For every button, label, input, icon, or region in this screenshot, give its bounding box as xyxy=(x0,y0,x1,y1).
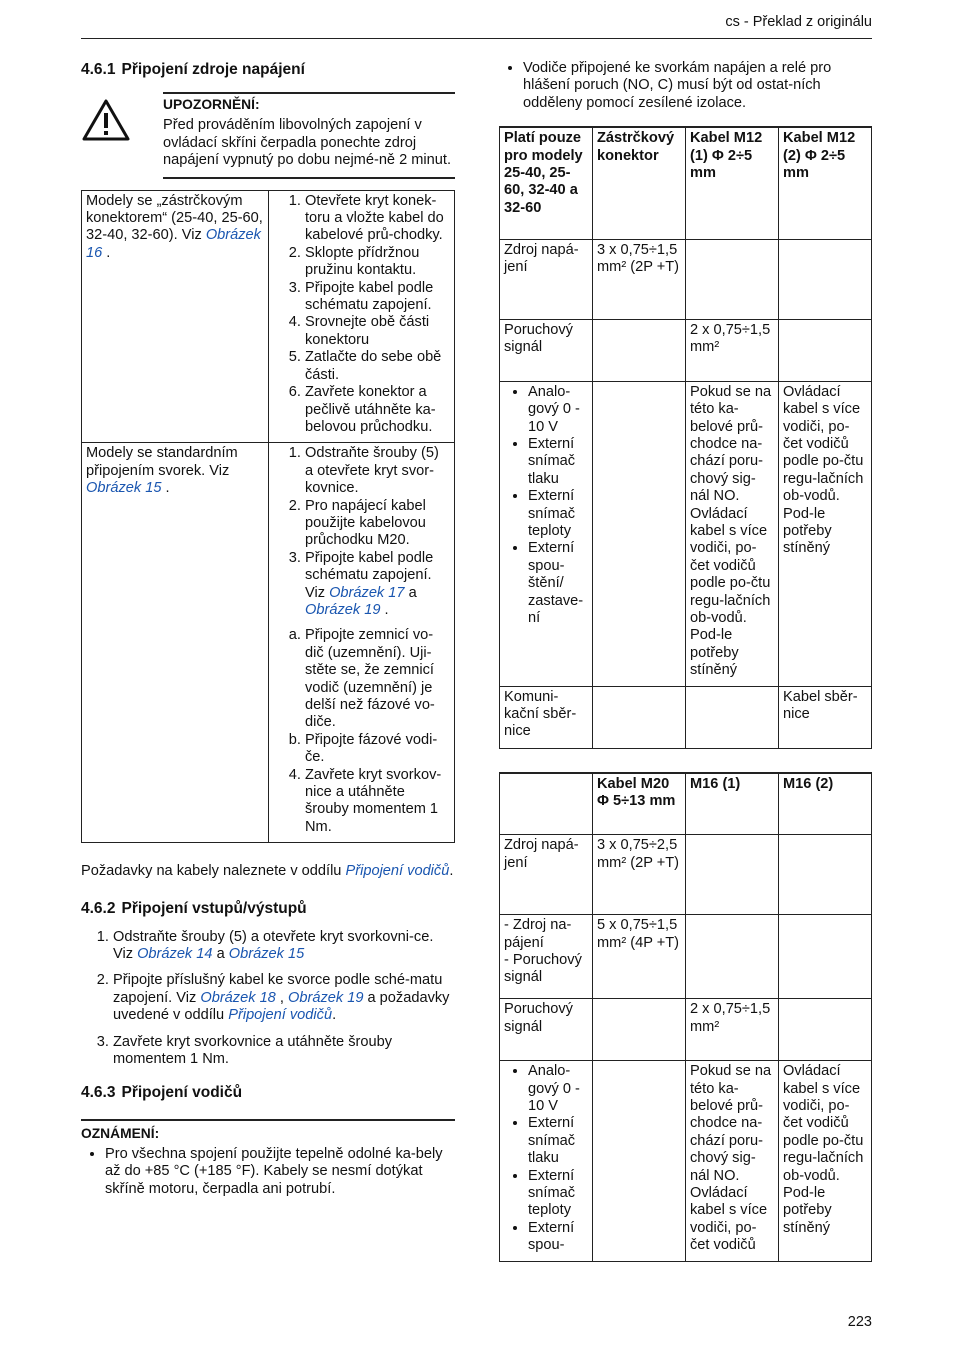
table-cell xyxy=(686,835,779,915)
table-cell: 5 x 0,75÷1,5 mm² (4P +T) xyxy=(593,915,686,999)
list-item: • Externí snímač tlaku xyxy=(528,1115,588,1167)
signal-list xyxy=(504,1063,588,1254)
table-row xyxy=(500,999,872,1061)
list-item: 1. Otevřete kryt konek-toru a vložte kabel do kabelové prů-chodky. xyxy=(305,193,450,245)
table-header-cell: Platí pouze pro modely 25-40, 25-60, 32-40 a 32-60 xyxy=(500,127,593,239)
table-row xyxy=(500,915,872,999)
table-header-cell: M16 (2) xyxy=(779,773,872,835)
table-header-row xyxy=(500,127,872,239)
list-item: 6. Zavřete konektor a pečlivě utáhněte ka-belovou průchodku. xyxy=(305,384,450,436)
warning-text: Před prováděním libovolných zapojení v ovládací skříni čerpadla ponechte zdroj napájení vypnutý po dobu nejmé-ně 2 minut. xyxy=(163,117,452,169)
table-cell: Pokud se na této ka-belové prů-chodce na-chází poru-chový sig-nál NO. Ovládací kabel s více vodiči, po-čet vodičů podle po-čtu regu-lačních ob-vodů. Pod-le potřeby stíněný xyxy=(686,381,779,686)
table-cell xyxy=(593,319,686,381)
table-cell: 3 x 0,75÷1,5 mm² (2P +T) xyxy=(593,239,686,319)
list-item: 2. Připojte příslušný kabel ke svorce podle sché-matu zapojení. Viz Obrázek 18 , Obrázek 19 a požadavky uvedené v oddílu Připojení vodičů. xyxy=(113,972,455,1024)
figure-link[interactable]: Obrázek 18 xyxy=(200,989,276,1006)
list-item: • Externí spou- xyxy=(528,1220,588,1255)
table-cell xyxy=(500,381,593,686)
table-row xyxy=(82,443,455,843)
right-column xyxy=(499,60,872,1262)
intro-list xyxy=(499,60,872,112)
figure-link[interactable]: Obrázek 14 xyxy=(137,946,213,963)
header-rule xyxy=(81,38,872,39)
list-item: • Analo-gový 0 - 10 V xyxy=(528,384,588,436)
table-row xyxy=(500,835,872,915)
table-header-row xyxy=(500,773,872,835)
table-header-cell: Kabel M20 Φ 5÷13 mm xyxy=(593,773,686,835)
table-cell xyxy=(779,999,872,1061)
table-cell xyxy=(269,190,455,443)
table-cell: 2 x 0,75÷1,5 mm² xyxy=(686,999,779,1061)
figure-link[interactable]: Obrázek 19 xyxy=(288,989,364,1006)
table-cell xyxy=(593,686,686,748)
table-row xyxy=(500,381,872,686)
table-row xyxy=(500,686,872,748)
signal-list xyxy=(504,384,588,628)
figure-link[interactable]: Obrázek 17 xyxy=(329,584,405,601)
list-item: • Vodiče připojené ke svorkám napájen a relé pro hlášení poruch (NO, C) musí být od ostat-ních odděleny pomocí zesílené izolace. xyxy=(523,60,872,112)
figure-link[interactable]: Obrázek 19 xyxy=(305,601,381,618)
list-item: 3. Připojte kabel podle schématu zapojení. Viz Obrázek 17 a Obrázek 19 . a. Připojte zemnicí vo-dič (uzemnění). Uji-stěte se, že zemnicí vodič (uzemnění) je delší než fázové vo-diče. b. Připojte fázové vodi-če. xyxy=(305,550,450,767)
table-cell xyxy=(779,915,872,999)
list-item: • Externí spou-štění/ zastave-ní xyxy=(528,540,588,627)
cable-table-1 xyxy=(499,126,872,748)
section-link[interactable]: Připojení vodičů xyxy=(345,863,450,880)
table-header-cell: Zástrčkový konektor xyxy=(593,127,686,239)
table-cell: Modely se standardním připojením svorek. Viz Obrázek 15 . xyxy=(82,443,269,843)
list-item: 4. Zavřete kryt svorkov-nice a utáhněte šrouby momentem 1 Nm. xyxy=(305,767,450,837)
warning-title: UPOZORNĚNÍ: xyxy=(163,97,260,112)
table-cell: 3 x 0,75÷2,5 mm² (2P +T) xyxy=(593,835,686,915)
table-cell: Ovládací kabel s více vodiči, po-čet vodičů podle po-čtu regu-lačních ob-vodů. Pod-le potřeby stíněný xyxy=(779,1061,872,1261)
table-cell xyxy=(686,239,779,319)
table-cell xyxy=(779,835,872,915)
table-cell xyxy=(500,1061,593,1261)
table-cell xyxy=(269,443,455,843)
list-item: • Analo-gový 0 - 10 V xyxy=(528,1063,588,1115)
table-cell: 2 x 0,75÷1,5 mm² xyxy=(686,319,779,381)
list-item: • Externí snímač teploty xyxy=(528,488,588,540)
table-cell xyxy=(779,319,872,381)
page-header: cs - Překlad z originálu xyxy=(725,14,872,30)
left-column xyxy=(81,60,455,1198)
figure-link[interactable]: Obrázek 15 xyxy=(228,946,305,963)
table-row xyxy=(500,319,872,381)
figure-link[interactable]: Obrázek 16 xyxy=(86,227,261,261)
list-item: • Externí snímač teploty xyxy=(528,1168,588,1220)
table-cell: Ovládací kabel s více vodiči, po-čet vodičů podle po-čtu regu-lačních ob-vodů. Pod-le potřeby stíněný xyxy=(779,381,872,686)
cable-requirements-text: Požadavky na kabely naleznete v oddílu Připojení vodičů. xyxy=(81,863,454,880)
list-item: • Pro všechna spojení použijte tepelně odolné ka-bely až do +85 °C (+185 °F). Kabely se nesmí dotýkat skříně motoru, čerpadla ani potrubí. xyxy=(105,1146,455,1198)
table-header-cell: Kabel M12 (2) Φ 2÷5 mm xyxy=(779,127,872,239)
warning-triangle-icon xyxy=(81,92,163,179)
table-cell xyxy=(593,999,686,1061)
table-cell: Kabel sběr-nice xyxy=(779,686,872,748)
section-4-6-3-heading: 4.6.3 Připojení vodičů xyxy=(81,1083,243,1101)
steps-list xyxy=(273,193,450,437)
table-cell xyxy=(779,239,872,319)
list-item: 2. Pro napájecí kabel použijte kabelovou průchodku M20. xyxy=(305,498,450,550)
table-cell: - Zdroj na-pájení - Poruchový signál xyxy=(500,915,593,999)
list-item: 3. Připojte kabel podle schématu zapojení. xyxy=(305,280,450,315)
sub-steps-list xyxy=(273,627,450,766)
table-row xyxy=(500,239,872,319)
table-cell: Zdroj napá-jení xyxy=(500,239,593,319)
warning-box xyxy=(81,92,455,179)
notice-list xyxy=(81,1146,455,1198)
table-header-cell xyxy=(500,773,593,835)
table-cell xyxy=(593,381,686,686)
steps-list xyxy=(273,445,450,836)
table-row xyxy=(82,190,455,443)
list-item: 2. Sklopte přídržnou pružinu kontaktu. xyxy=(305,245,450,280)
table-header-cell: Kabel M12 (1) Φ 2÷5 mm xyxy=(686,127,779,239)
figure-link[interactable]: Obrázek 15 xyxy=(86,480,162,497)
notice-title: OZNÁMENÍ: xyxy=(81,1119,455,1142)
list-item: 3. Zavřete kryt svorkovnice a utáhněte šrouby momentem 1 Nm. xyxy=(113,1034,455,1069)
section-4-6-1-heading: 4.6.1 Připojení zdroje napájení xyxy=(81,61,305,78)
connection-table xyxy=(81,190,455,844)
list-item: 1. Odstraňte šrouby (5) a otevřete kryt svor-kovnice. xyxy=(305,445,450,497)
cable-table-2 xyxy=(499,772,872,1262)
table-cell: Modely se „zástrčkovým konektorem“ (25-40, 25-60, 32-40, 32-60). Viz Obrázek 16 . xyxy=(82,190,269,443)
list-item: b. Připojte fázové vodi-če. xyxy=(305,732,450,767)
table-cell: Pokud se na této ka-belové prů-chodce na-chází poru-chový sig-nál NO. Ovládací kabel s více vodiči, po-čet vodičů xyxy=(686,1061,779,1261)
table-cell: Komuni-kační sběr-nice xyxy=(500,686,593,748)
section-4-6-2-heading: 4.6.2 Připojení vstupů/výstupů xyxy=(81,899,307,917)
table-cell: Poruchový signál xyxy=(500,319,593,381)
list-item: • Externí snímač tlaku xyxy=(528,436,588,488)
table-cell xyxy=(686,915,779,999)
io-steps-list xyxy=(81,929,455,1069)
section-link[interactable]: Připojení vodičů xyxy=(228,1007,333,1024)
table-header-cell: M16 (1) xyxy=(686,773,779,835)
list-item: 5. Zatlačte do sebe obě části. xyxy=(305,349,450,384)
table-row xyxy=(500,1061,872,1261)
table-cell xyxy=(686,686,779,748)
page-number: 223 xyxy=(847,1314,872,1330)
table-cell xyxy=(593,1061,686,1261)
list-item: 1. Odstraňte šrouby (5) a otevřete kryt svorkovni-ce. Viz Obrázek 14 a Obrázek 15 xyxy=(113,929,455,964)
table-cell: Poruchový signál xyxy=(500,999,593,1061)
list-item: 4. Srovnejte obě části konektoru xyxy=(305,314,450,349)
list-item: a. Připojte zemnicí vo-dič (uzemnění). Uji-stěte se, že zemnicí vodič (uzemnění) je delší než fázové vo-diče. xyxy=(305,627,450,731)
table-cell: Zdroj napá-jení xyxy=(500,835,593,915)
